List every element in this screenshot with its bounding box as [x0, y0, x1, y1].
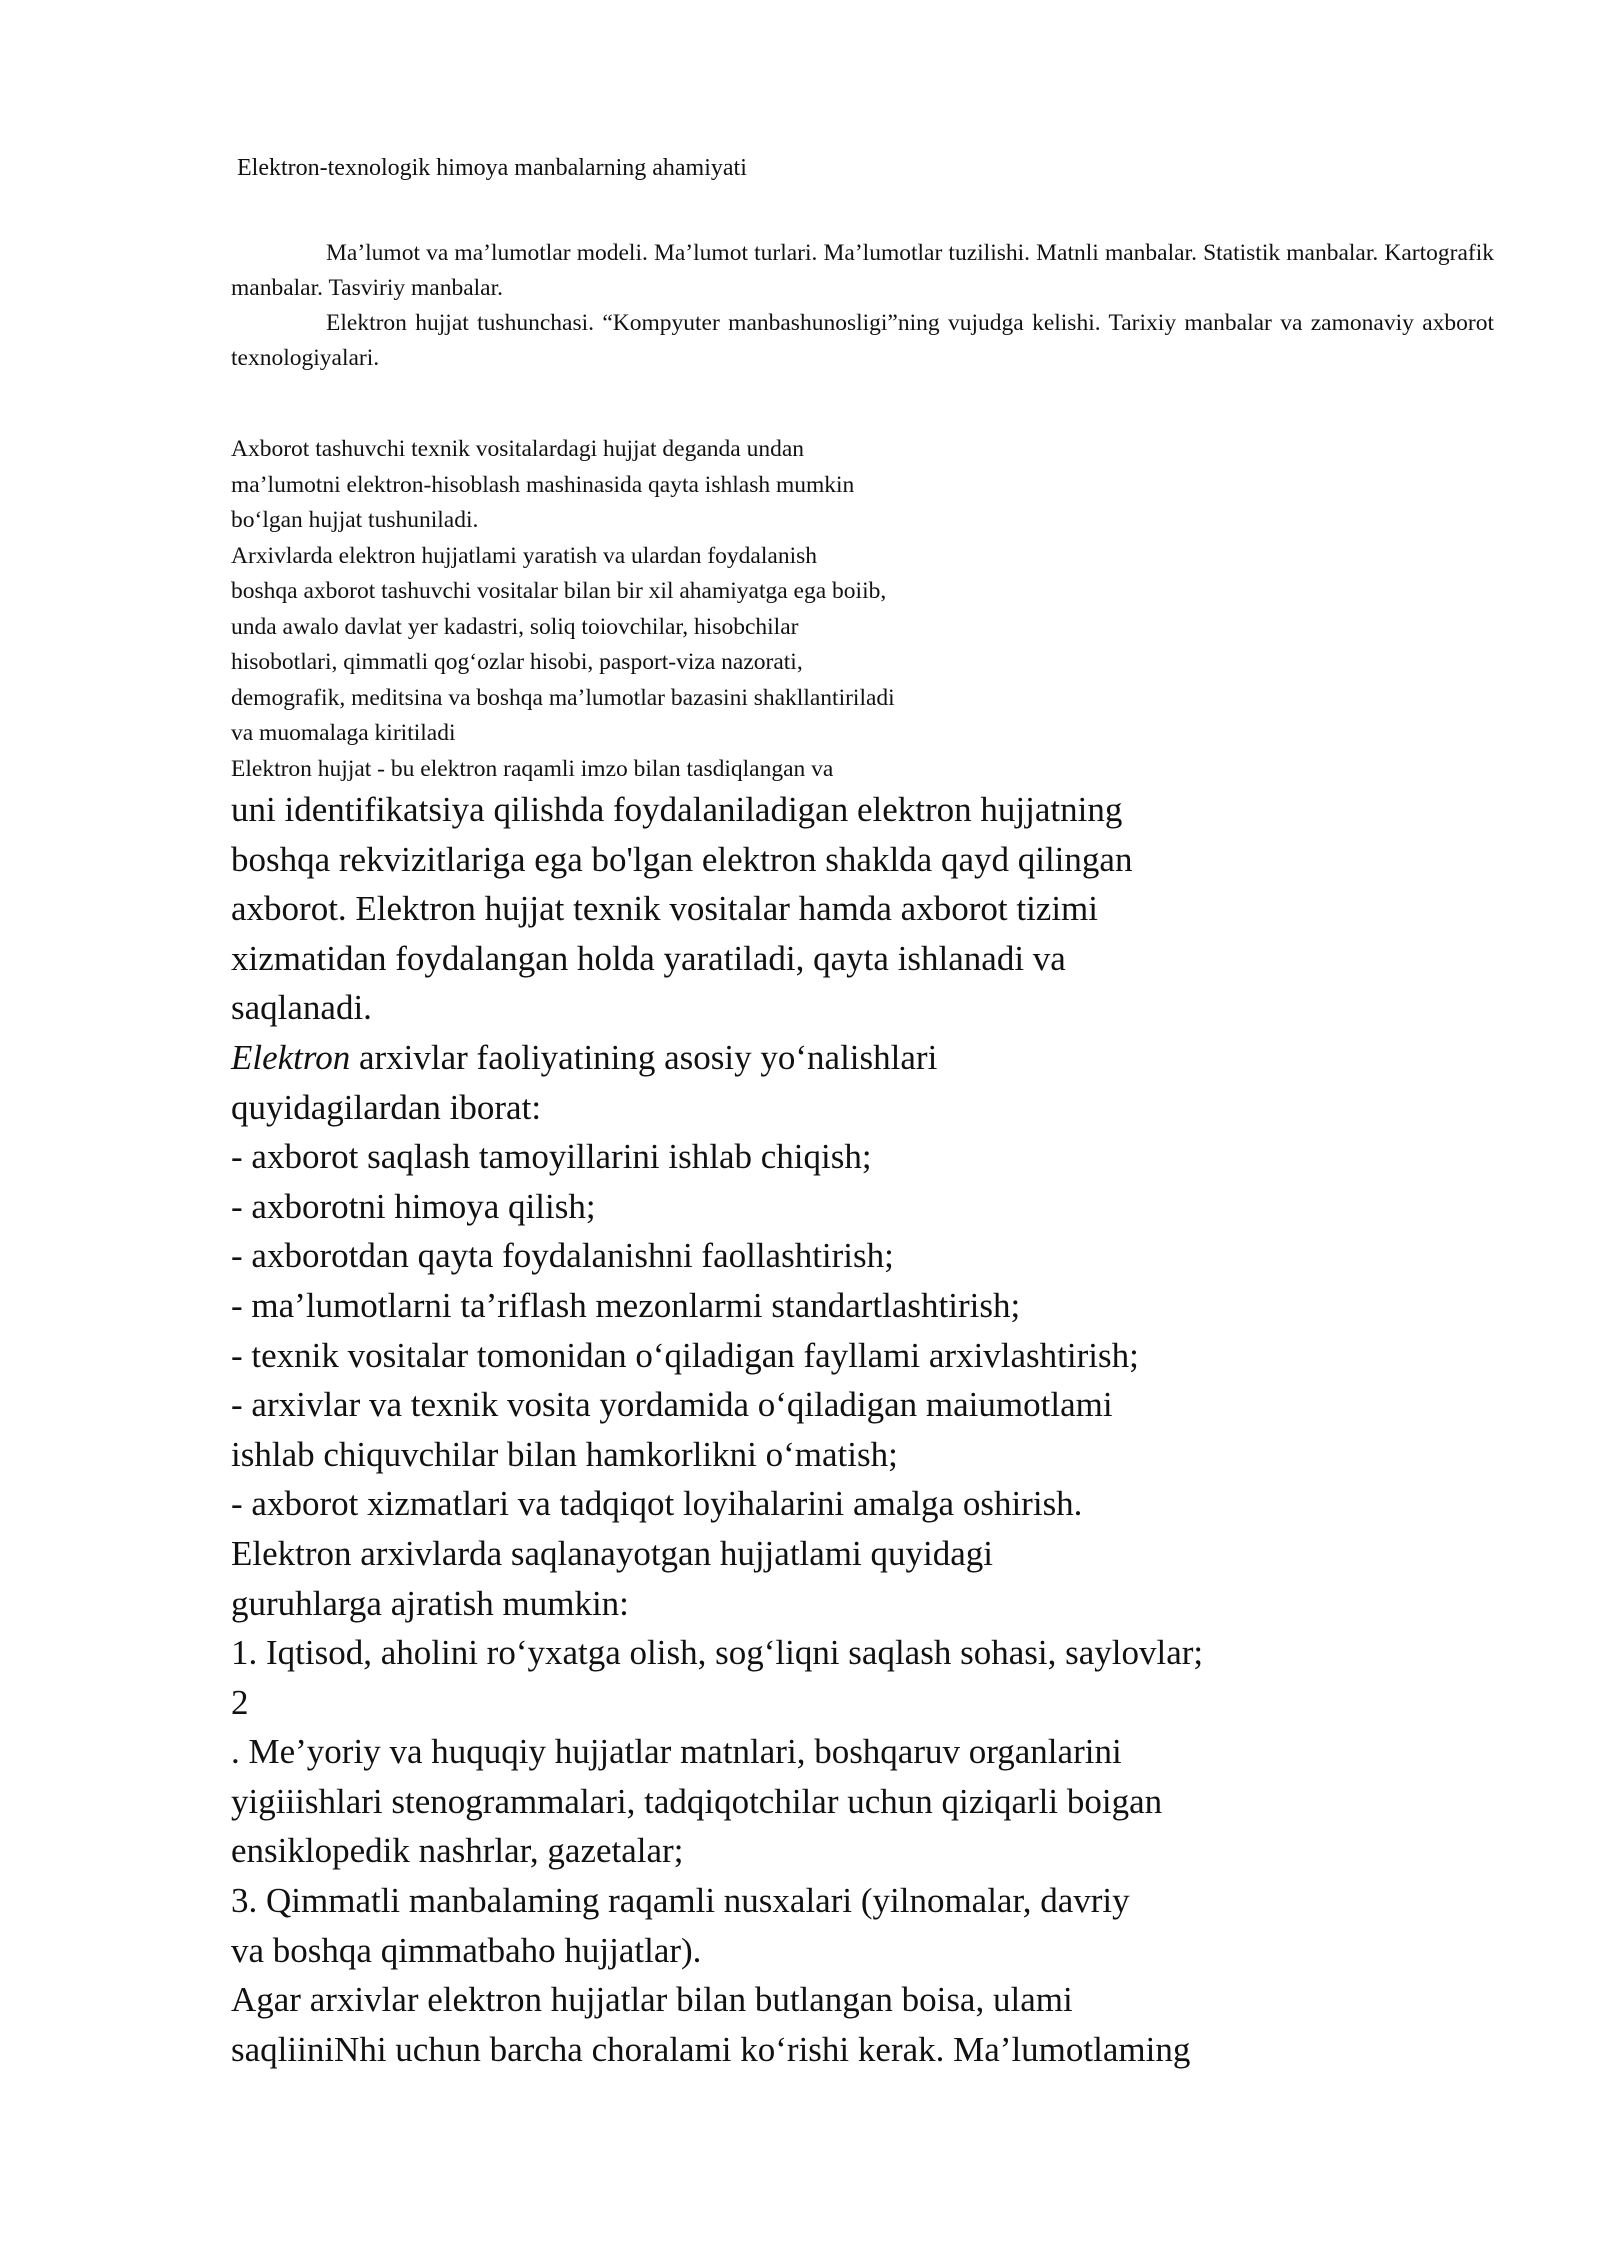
- abstract-block: [231, 236, 1494, 376]
- text-line: quyidagilardan iborat:: [231, 1087, 542, 1127]
- large-text-block: [231, 785, 1481, 2074]
- text-line: unda awalo davlat yer kadastri, soliq toiovchilar, hisobchilar: [231, 613, 799, 640]
- text-line: Axborot tashuvchi texnik vositalardagi hujjat deganda undan: [231, 436, 804, 462]
- small-text-block: [231, 432, 1131, 787]
- abstract-paragraph-2: Elektron hujjat tushunchasi. “Kompyuter manbashunosligi”ning vujudga kelishi. Tarixiy manbalar va zamonaviy axborot texnologiyalari.: [231, 310, 1494, 371]
- text-line: uni identifikatsiya qilishda foydalaniladigan elektron hujjatning: [231, 790, 1123, 829]
- numbered-item: 3. Qimmatli manbalaming raqamli nusxalari (yilnomalar, davriy: [231, 1881, 1130, 1921]
- text-line: Elektron hujjat - bu elektron raqamli imzo bilan tasdiqlangan va: [231, 755, 834, 782]
- text-line: va boshqa qimmatbaho hujjatlar).: [231, 1930, 702, 1970]
- abstract-paragraph-1: Ma’lumot va ma’lumotlar modeli. Ma’lumot turlari. Ma’lumotlar tuzilishi. Matnli manbalar. Statistik manbalar. Kartografik manbalar. Tasviriy manbalar.: [231, 240, 1494, 301]
- italic-line-rest: arxivlar faoliyatining asosiy yo‘nalishlari: [350, 1037, 938, 1077]
- text-line: saqlanadi.: [231, 988, 372, 1028]
- text-line: axborot. Elektron hujjat texnik vositalar hamda axborot tizimi: [231, 889, 1099, 929]
- list-item: - ma’lumotlarni ta’riflash mezonlarmi standartlashtirish;: [231, 1285, 1021, 1325]
- text-line: Elektron arxivlarda saqlanayotgan hujjatlami quyidagi: [231, 1533, 993, 1573]
- list-item: - texnik vositalar tomonidan o‘qiladigan fayllami arxivlashtirish;: [231, 1335, 1139, 1375]
- text-line: hisobotlari, qimmatli qog‘ozlar hisobi, pasport-viza nazorati,: [231, 649, 803, 675]
- text-line: 2: [231, 1682, 249, 1722]
- text-line: demografik, meditsina va boshqa ma’lumotlar bazasini shakllantiriladi: [231, 684, 895, 711]
- list-item: - axborotni himoya qilish;: [231, 1186, 596, 1226]
- text-line: yigiiishlari stenogrammalari, tadqiqotchilar uchun qiziqarli boigan: [231, 1781, 1163, 1821]
- text-line-italic-lead: [231, 1033, 1481, 1083]
- list-item: - axborot xizmatlari va tadqiqot loyihalarini amalga oshirish.: [231, 1484, 1083, 1524]
- italic-word: Elektron: [231, 1037, 351, 1077]
- text-line: Agar arxivlar elektron hujjatlar bilan butlangan boisa, ulami: [231, 1980, 1073, 2020]
- text-line: guruhlarga ajratish mumkin:: [231, 1583, 629, 1623]
- text-line: ishlab chiquvchilar bilan hamkorlikni o‘matish;: [231, 1434, 898, 1474]
- text-line: bo‘lgan hujjat tushuniladi.: [231, 507, 479, 533]
- document-title: Elektron-texnologik himoya manbalarning ahamiyati: [237, 155, 747, 181]
- numbered-item: . Me’yoriy va huquqiy hujjatlar matnlari, boshqaruv organlarini: [231, 1732, 1122, 1772]
- list-item: - arxivlar va texnik vosita yordamida o‘qiladigan maiumotlami: [231, 1385, 1113, 1425]
- text-line: saqliiniNhi uchun barcha choralami ko‘rishi kerak. Ma’lumotlaming: [231, 2029, 1191, 2069]
- list-item: - axborotdan qayta foydalanishni faollashtirish;: [231, 1236, 894, 1276]
- numbered-item: 1. Iqtisod, aholini ro‘yxatga olish, sog‘liqni saqlash sohasi, saylovlar;: [231, 1633, 1204, 1673]
- text-line: boshqa rekvizitlariga ega bo'lgan elektron shaklda qayd qilingan: [231, 839, 1133, 879]
- list-item: - axborot saqlash tamoyillarini ishlab chiqish;: [231, 1137, 872, 1177]
- text-line: boshqa axborot tashuvchi vositalar bilan bir xil ahamiyatga ega boiib,: [231, 578, 887, 604]
- text-line: xizmatidan foydalangan holda yaratiladi, qayta ishlanadi va: [231, 938, 1066, 978]
- text-line: Arxivlarda elektron hujjatlami yaratish va ulardan foydalanish: [231, 542, 817, 569]
- text-line: ma’lumotni elektron-hisoblash mashinasida qayta ishlash mumkin: [231, 471, 855, 498]
- text-line: va muomalaga kiritiladi: [231, 720, 456, 746]
- text-line: ensiklopedik nashrlar, gazetalar;: [231, 1831, 684, 1871]
